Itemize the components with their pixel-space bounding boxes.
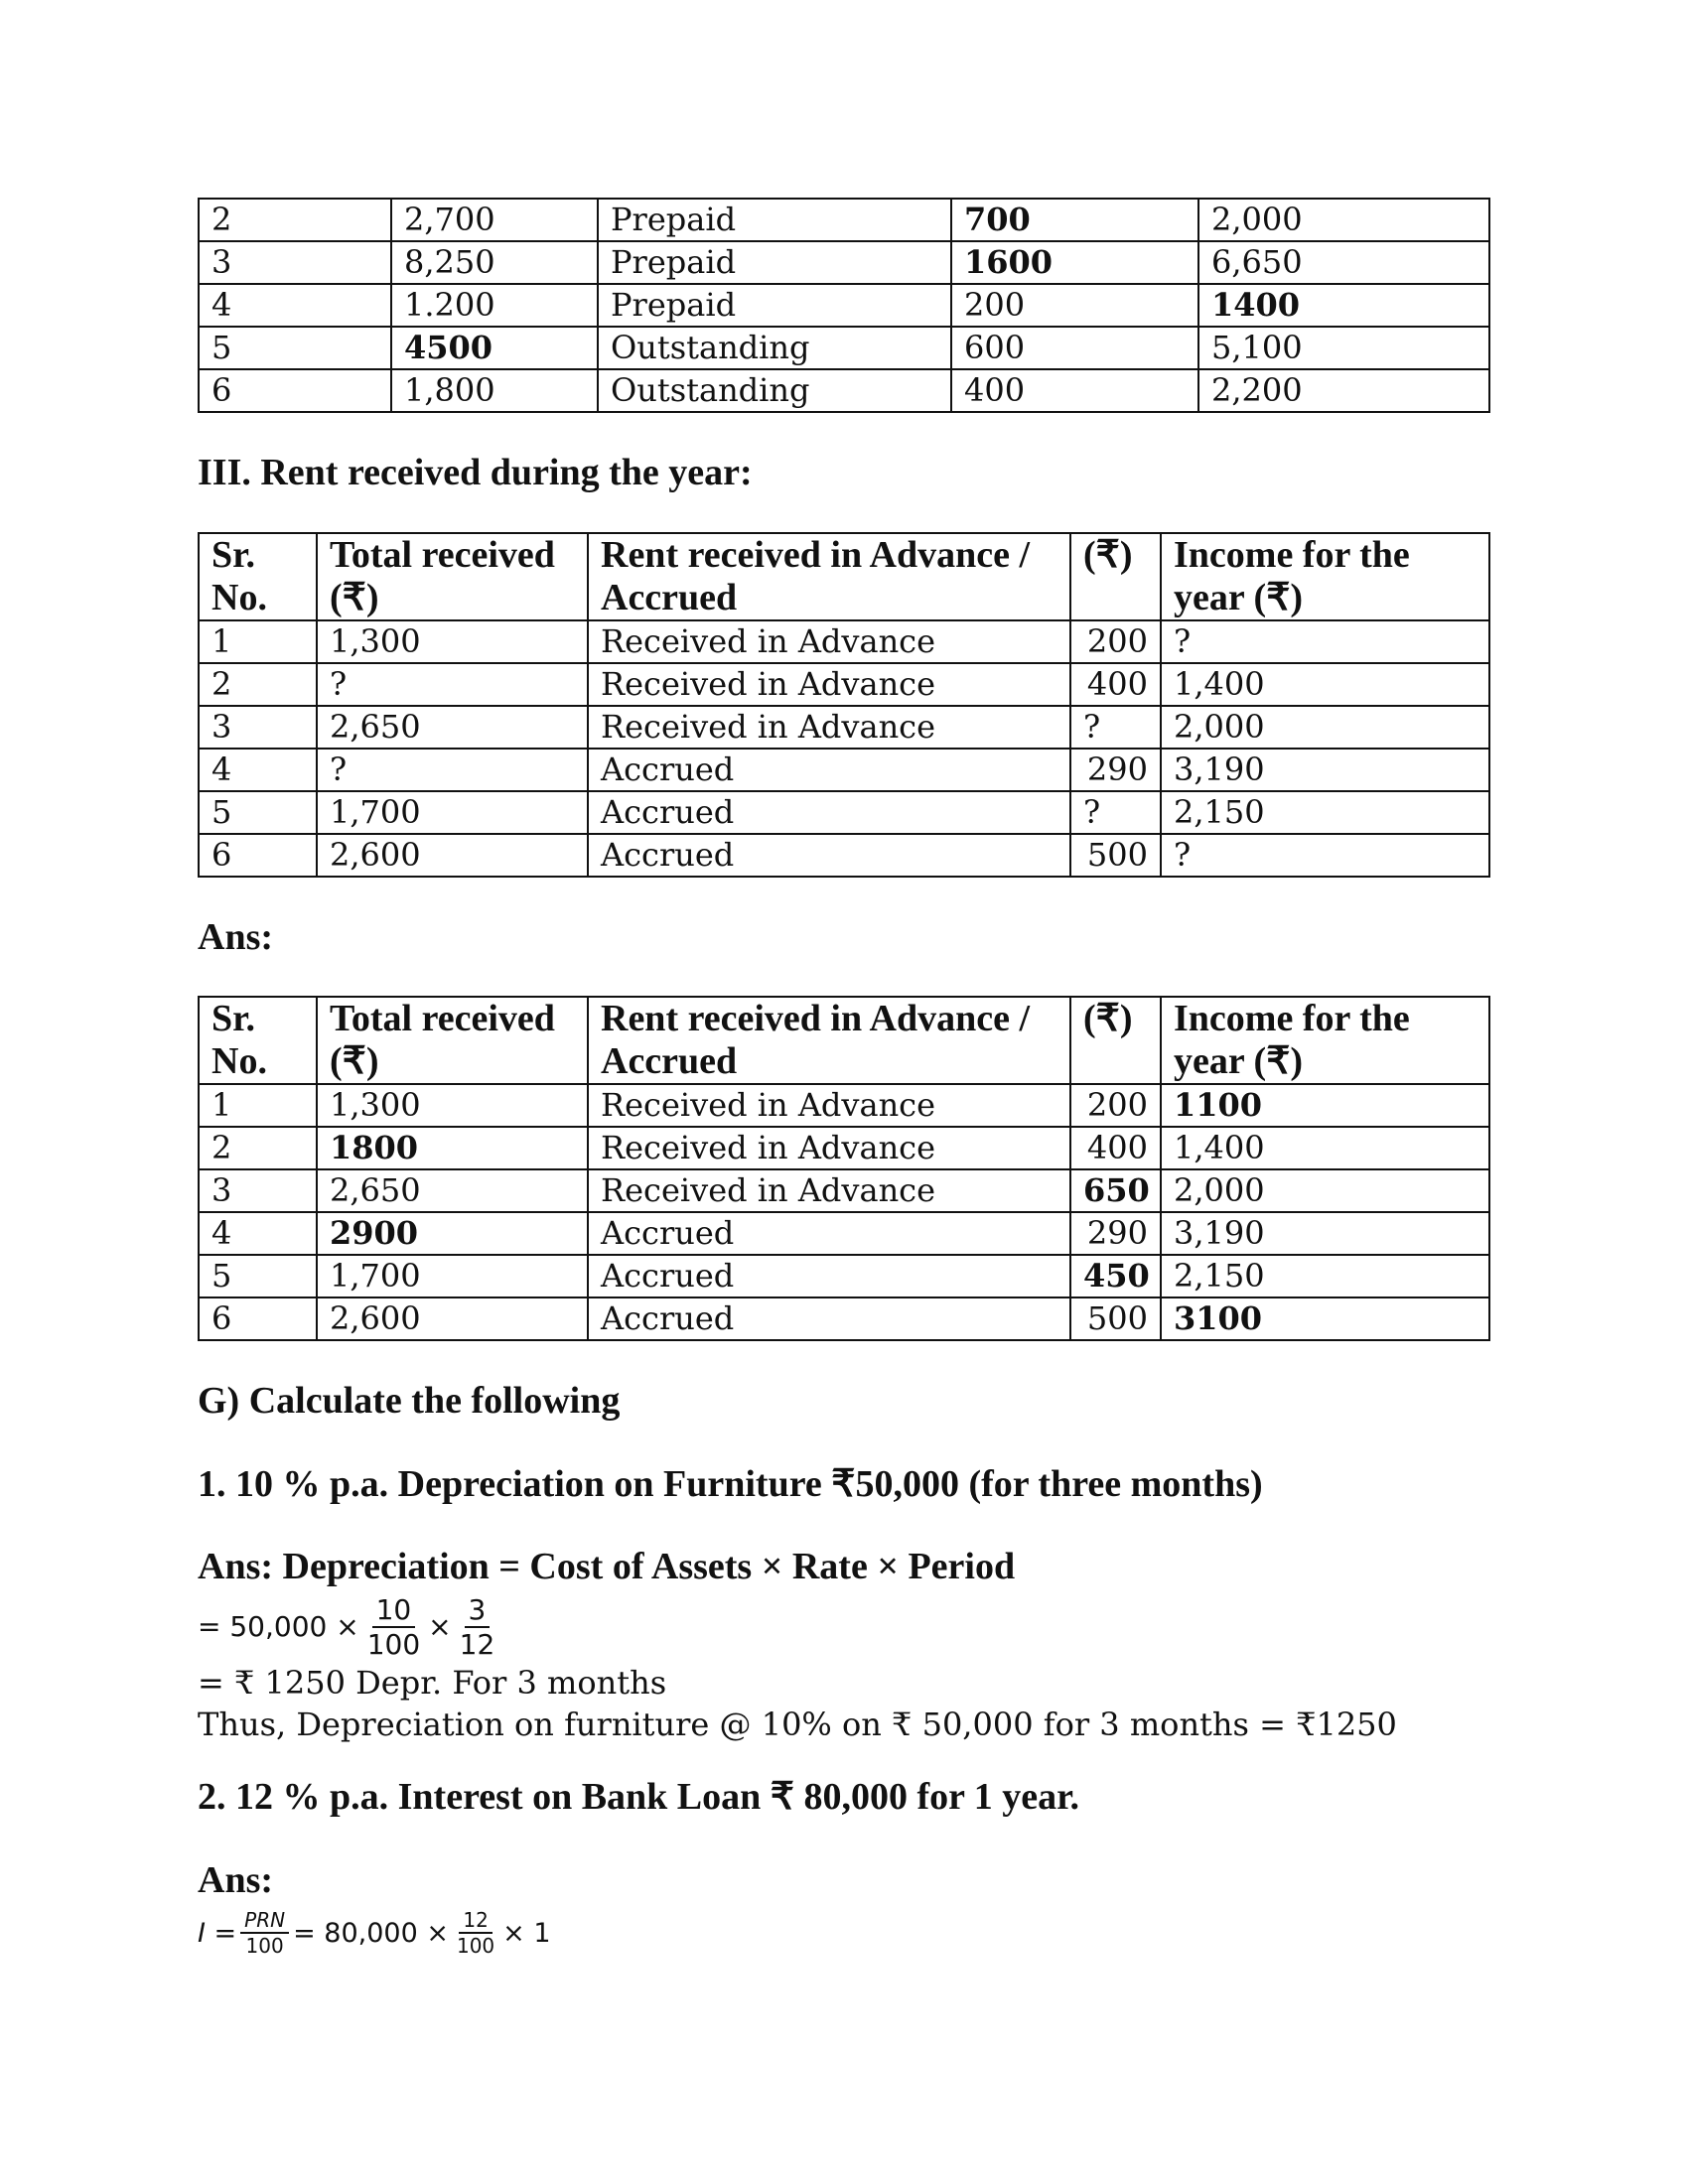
table-row: [199, 620, 1489, 663]
question-1-answer-line: Ans: Depreciation = Cost of Assets × Rate × Period: [198, 1546, 1016, 1588]
sr-cell: 5: [199, 791, 317, 834]
sr-cell: 3: [199, 706, 317, 749]
sr-cell: 6: [199, 369, 391, 412]
income-cell: ?: [1161, 834, 1489, 877]
total-cell: 2,600: [317, 834, 588, 877]
fraction-denominator: 100: [456, 1934, 495, 1959]
fraction-denominator: 100: [366, 1627, 421, 1661]
total-cell: 2,650: [317, 1169, 588, 1212]
prepaid-outstanding-table: [198, 198, 1490, 413]
header-total-received: Total received (₹): [317, 997, 588, 1084]
table-row: [199, 834, 1489, 877]
total-cell: ?: [317, 663, 588, 706]
expense-cell: 6,650: [1198, 241, 1489, 284]
header-advance-accrued: Rent received in Advance / Accrued: [588, 533, 1070, 620]
header-rupee: (₹): [1070, 997, 1161, 1084]
expense-cell: 2,200: [1198, 369, 1489, 412]
sr-cell: 6: [199, 834, 317, 877]
formula-mid: = 80,000 ×: [293, 1917, 449, 1949]
table-row: [199, 1255, 1489, 1297]
type-cell: Accrued: [588, 749, 1070, 791]
sr-cell: 2: [199, 663, 317, 706]
amount-cell: 400: [1070, 1127, 1161, 1169]
total-cell: 2900: [317, 1212, 588, 1255]
formula-lhs: I =: [198, 1917, 237, 1949]
fraction-numerator: 3: [465, 1593, 491, 1628]
income-cell: 2,000: [1161, 706, 1489, 749]
amount-cell: 200: [1070, 620, 1161, 663]
table-row: [199, 241, 1489, 284]
rent-answer-table: [198, 996, 1490, 1341]
question-1-heading: 1. 10 % p.a. Depreciation on Furniture ₹50,000 (for three months): [198, 1462, 1263, 1505]
depreciation-conclusion: Thus, Depreciation on furniture @ 10% on ₹ 50,000 for 3 months = ₹1250: [198, 1705, 1397, 1743]
income-cell: 2,150: [1161, 1255, 1489, 1297]
table-header-row: [199, 533, 1489, 620]
ans-label: Ans:: [198, 915, 274, 958]
type-cell: Prepaid: [598, 284, 951, 327]
table-header-row: [199, 997, 1489, 1084]
sr-cell: 1: [199, 1084, 317, 1127]
income-cell: 3,190: [1161, 749, 1489, 791]
total-cell: 2,650: [317, 706, 588, 749]
income-cell: 1100: [1161, 1084, 1489, 1127]
income-cell: 1,400: [1161, 663, 1489, 706]
total-cell: 2,600: [317, 1297, 588, 1340]
question-2-ans-label: Ans:: [198, 1858, 274, 1901]
income-cell: ?: [1161, 620, 1489, 663]
type-cell: Received in Advance: [588, 1084, 1070, 1127]
document-page: [198, 198, 1488, 1963]
amount-cell: 450: [1070, 1255, 1161, 1297]
table-row: [199, 1169, 1489, 1212]
type-cell: Accrued: [588, 834, 1070, 877]
table-row: [199, 327, 1489, 369]
type-cell: Outstanding: [598, 327, 951, 369]
type-cell: Received in Advance: [588, 1127, 1070, 1169]
header-sr-no: Sr. No.: [199, 997, 317, 1084]
fraction-numerator: 12: [459, 1908, 492, 1934]
expense-cell: 2,000: [1198, 199, 1489, 241]
sr-cell: 2: [199, 1127, 317, 1169]
type-cell: Received in Advance: [588, 620, 1070, 663]
table-row: [199, 1212, 1489, 1255]
amount-cell: 2,700: [391, 199, 598, 241]
type-cell: Prepaid: [598, 199, 951, 241]
period-fraction: [456, 1593, 499, 1661]
type-cell: Outstanding: [598, 369, 951, 412]
table-row: [199, 369, 1489, 412]
amount-cell: 400: [1070, 663, 1161, 706]
sr-cell: 5: [199, 327, 391, 369]
type-cell: Received in Advance: [588, 706, 1070, 749]
amount-cell: 650: [1070, 1169, 1161, 1212]
amount-cell: ?: [1070, 791, 1161, 834]
table-row: [199, 791, 1489, 834]
question-2-heading: 2. 12 % p.a. Interest on Bank Loan ₹ 80,000 for 1 year.: [198, 1775, 1080, 1818]
table-row: [199, 663, 1489, 706]
table-row: [199, 749, 1489, 791]
amount-cell: 500: [1070, 834, 1161, 877]
header-sr-no: Sr. No.: [199, 533, 317, 620]
sr-cell: 4: [199, 284, 391, 327]
adjustment-cell: 700: [951, 199, 1198, 241]
total-cell: 1800: [317, 1127, 588, 1169]
expense-cell: 5,100: [1198, 327, 1489, 369]
type-cell: Accrued: [588, 791, 1070, 834]
sr-cell: 4: [199, 749, 317, 791]
type-cell: Accrued: [588, 1255, 1070, 1297]
fraction-numerator: PRN: [240, 1908, 289, 1934]
amount-cell: 1,800: [391, 369, 598, 412]
section-heading-rent: III. Rent received during the year:: [198, 452, 753, 493]
sr-cell: 5: [199, 1255, 317, 1297]
formula-end: × 1: [502, 1917, 551, 1949]
table-row: [199, 199, 1489, 241]
adjustment-cell: 600: [951, 327, 1198, 369]
expense-cell: 1400: [1198, 284, 1489, 327]
fraction-denominator: 100: [245, 1934, 284, 1959]
amount-cell: ?: [1070, 706, 1161, 749]
prn-fraction: [240, 1908, 289, 1958]
amount-cell: 290: [1070, 749, 1161, 791]
adjustment-cell: 1600: [951, 241, 1198, 284]
fraction-denominator: 12: [459, 1627, 495, 1661]
header-total-received: Total received (₹): [317, 533, 588, 620]
table-row: [199, 1084, 1489, 1127]
income-cell: 3100: [1161, 1297, 1489, 1340]
amount-cell: 1.200: [391, 284, 598, 327]
total-cell: 1,300: [317, 620, 588, 663]
income-cell: 1,400: [1161, 1127, 1489, 1169]
interest-formula: [198, 1903, 1488, 1963]
sr-cell: 3: [199, 241, 391, 284]
amount-cell: 500: [1070, 1297, 1161, 1340]
table-row: [199, 1127, 1489, 1169]
header-advance-accrued: Rent received in Advance / Accrued: [588, 997, 1070, 1084]
fraction-numerator: 10: [372, 1593, 416, 1628]
total-cell: 1,700: [317, 1255, 588, 1297]
total-cell: 1,300: [317, 1084, 588, 1127]
total-cell: 1,700: [317, 791, 588, 834]
section-heading-calculate: G) Calculate the following: [198, 1380, 621, 1423]
formula-prefix: = 50,000 ×: [198, 1610, 359, 1644]
sr-cell: 4: [199, 1212, 317, 1255]
type-cell: Received in Advance: [588, 663, 1070, 706]
times-symbol: ×: [428, 1610, 452, 1644]
header-rupee: (₹): [1070, 533, 1161, 620]
amount-cell: 200: [1070, 1084, 1161, 1127]
adjustment-cell: 400: [951, 369, 1198, 412]
rate-fraction: [363, 1593, 424, 1661]
amount-cell: 4500: [391, 327, 598, 369]
income-cell: 2,150: [1161, 791, 1489, 834]
table-row: [199, 284, 1489, 327]
header-income: Income for the year (₹): [1161, 533, 1489, 620]
sr-cell: 6: [199, 1297, 317, 1340]
type-cell: Received in Advance: [588, 1169, 1070, 1212]
depreciation-formula: [198, 1592, 1488, 1662]
rate-fraction: [453, 1908, 498, 1958]
amount-cell: 290: [1070, 1212, 1161, 1255]
type-cell: Accrued: [588, 1212, 1070, 1255]
rent-question-table: [198, 532, 1490, 878]
amount-cell: 8,250: [391, 241, 598, 284]
header-income: Income for the year (₹): [1161, 997, 1489, 1084]
type-cell: Accrued: [588, 1297, 1070, 1340]
sr-cell: 3: [199, 1169, 317, 1212]
table-row: [199, 1297, 1489, 1340]
total-cell: ?: [317, 749, 588, 791]
sr-cell: 1: [199, 620, 317, 663]
type-cell: Prepaid: [598, 241, 951, 284]
income-cell: 2,000: [1161, 1169, 1489, 1212]
table-row: [199, 706, 1489, 749]
income-cell: 3,190: [1161, 1212, 1489, 1255]
sr-cell: 2: [199, 199, 391, 241]
depreciation-result: = ₹ 1250 Depr. For 3 months: [198, 1663, 667, 1702]
adjustment-cell: 200: [951, 284, 1198, 327]
